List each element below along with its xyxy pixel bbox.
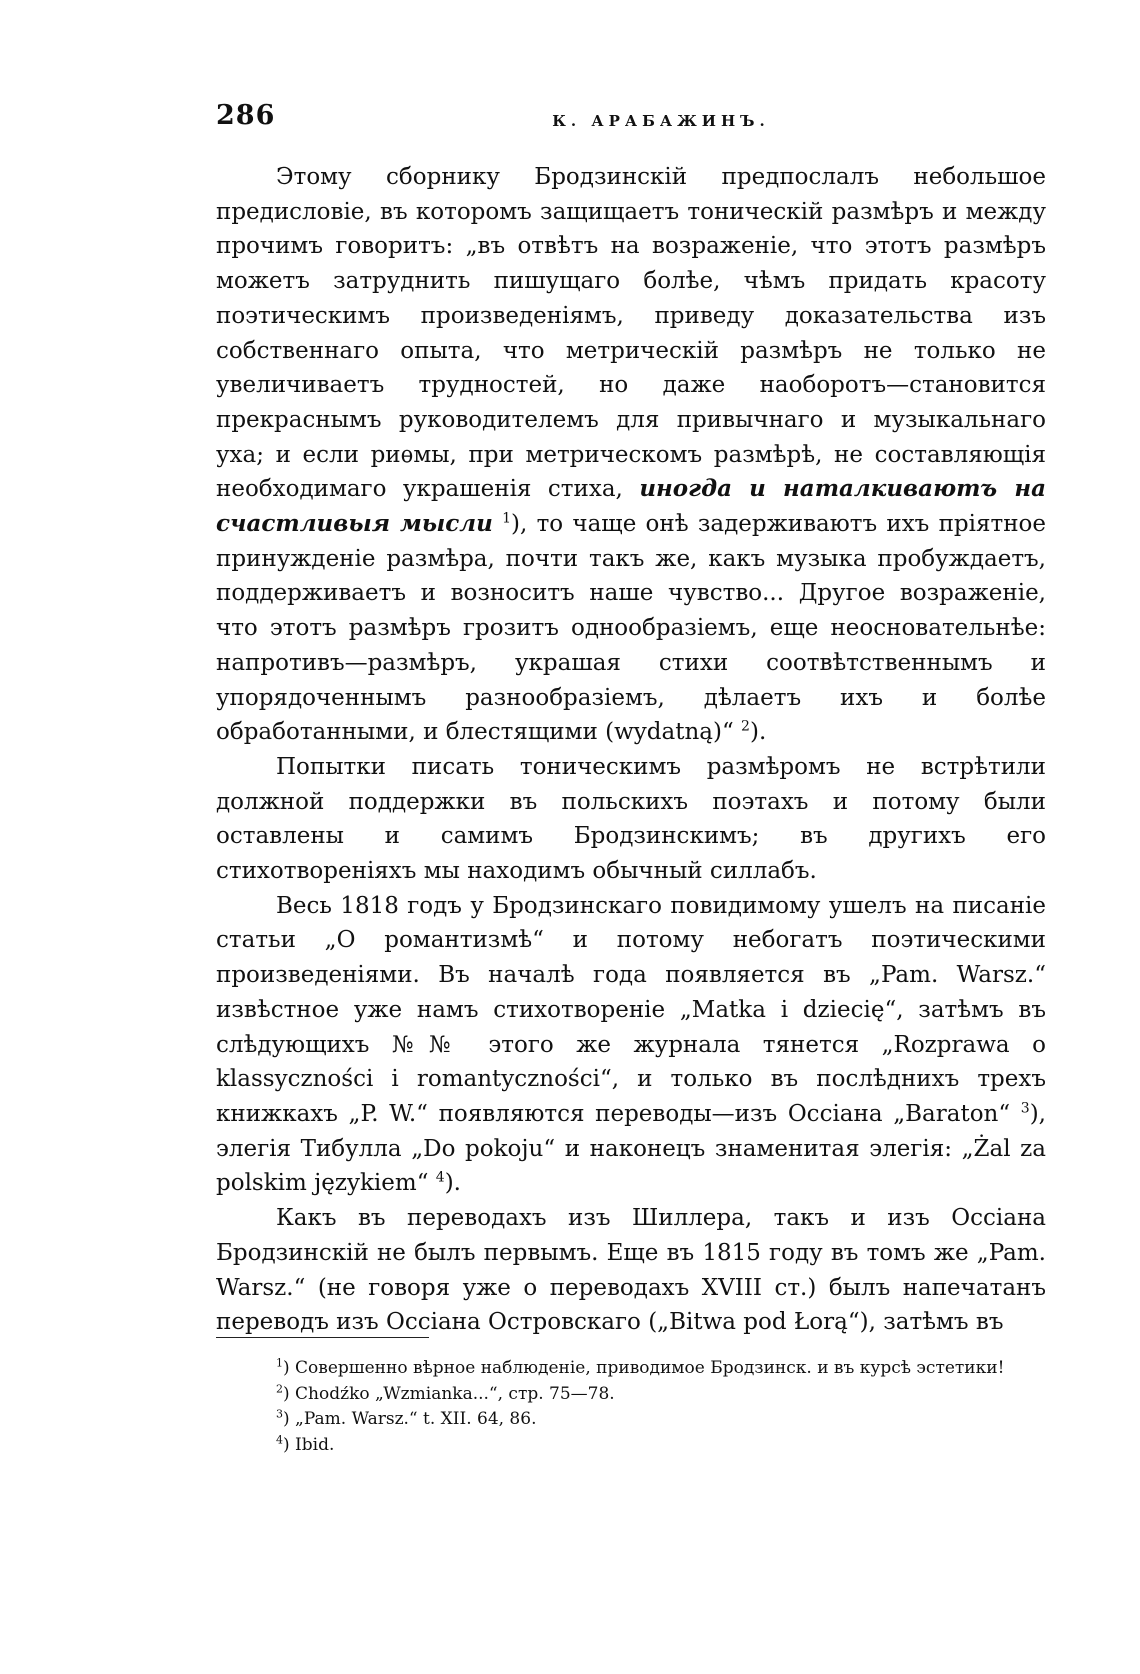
running-head: К. АРАБАЖИНЪ.	[552, 112, 770, 130]
footnote-ref: 1	[502, 510, 512, 527]
footnote-mark: 3	[276, 1407, 283, 1421]
footnote-1	[216, 1356, 1046, 1382]
footnote-mark: 4	[276, 1432, 283, 1446]
footnote-3	[216, 1407, 1046, 1433]
paragraph-text: Этому сборнику Бродзинскій предпослалъ небольшое предисловіе, въ которомъ защищаетъ тоническій размѣръ и между прочимъ говоритъ: „въ отвѣтъ на возраженіе, что этотъ размѣръ можетъ затруднить пишущаго болѣе, чѣмъ придать красоту поэтическимъ произведеніямъ, приведу доказательства изъ собственнаго опыта, что метрическій размѣръ не только не увеличиваетъ трудностей, но даже наоборотъ—становится прекраснымъ руководителемъ для привычнаго и музыкальнаго уха; и если риѳмы, при метрическомъ размѣрѣ, не составляющія необходимаго украшенія стиха,	[216, 164, 1046, 503]
footnote-ref: 2	[741, 718, 750, 735]
footnote-4	[216, 1433, 1046, 1459]
footnote-text: ) Совершенно вѣрное наблюденіе, приводимое Бродзинск. и въ курсѣ эстетики!	[283, 1358, 1005, 1378]
paragraph-3	[216, 889, 1046, 1201]
page-header	[216, 100, 1046, 140]
italic-quote: иногда и наталкиваютъ на счастливыя мысли	[216, 475, 1046, 538]
main-text	[216, 160, 1046, 1340]
footnote-text: ) Chodźko „Wzmianka...“, стр. 75—78.	[283, 1383, 615, 1404]
paragraph-text: ).	[444, 1170, 461, 1197]
paragraph-text: ), то чаще онѣ задерживаютъ ихъ пріятное принужденіе размѣра, почти такъ же, какъ музыка пробуждаетъ, поддерживаетъ и возноситъ наше чувство... Другое возраженіе, что этотъ размѣръ грозитъ однообразіемъ, еще неосновательнѣе: напротивъ—размѣръ, украшая стихи соотвѣтственнымъ и упорядоченнымъ разнообразіемъ, дѣлаетъ ихъ и болѣе обработанными, и блестящими (wydatną)“	[216, 511, 1046, 746]
footnote-2	[216, 1382, 1046, 1408]
footnote-text: ) Ibid.	[283, 1434, 335, 1455]
paragraph-text: Весь 1818 годъ у Бродзинскаго повидимому ушелъ на писаніе статьи „О романтизмѣ“ и потому небогатъ поэтическими произведеніями. Въ началѣ года появляется въ „Pam. Warsz.“ извѣстное уже намъ стихотвореніе „Matka i dziecię“, затѣмъ въ слѣдующихъ №№ этого же журнала тянется „Rozprawa o klassyczności i romantyczności“, и только въ послѣднихъ трехъ книжкахъ „P. W.“ появляются переводы—изъ Оссіана „Baraton“	[216, 892, 1046, 1127]
footnote-mark: 1	[276, 1356, 283, 1370]
footnote-text: ) „Pam. Warsz.“ t. XII. 64, 86.	[283, 1409, 537, 1429]
paragraph-2: Попытки писать тоническимъ размѣромъ не встрѣтили должной поддержки въ польскихъ поэтахъ и потому были оставлены и самимъ Бродзинскимъ; въ другихъ его стихотвореніяхъ мы находимъ обычный силлабъ.	[216, 753, 1046, 885]
paragraph-text: ), элегія Тибулла „Do pokoju“ и наконецъ знаменитая элегія: „Żal za polskim językiem“	[216, 1100, 1046, 1197]
footnote-mark: 2	[276, 1381, 283, 1395]
footnote-divider	[216, 1337, 429, 1338]
paragraph-1	[216, 160, 1046, 750]
footnotes	[216, 1356, 1046, 1458]
paragraph-text: ).	[749, 719, 767, 746]
page-number: 286	[216, 100, 276, 131]
footnote-ref: 4	[435, 1169, 445, 1186]
paragraph-4: Какъ въ переводахъ изъ Шиллера, такъ и изъ Оссіана Бродзинскій не былъ первымъ. Еще въ 1815 году въ томъ же „Pam. Warsz.“ (не говоря уже о переводахъ XVIII ст.) былъ напечатанъ переводъ изъ Оссіана Островскаго („Bitwa pod Łorą“), затѣмъ въ	[216, 1205, 1046, 1336]
footnote-ref: 3	[1020, 1100, 1030, 1117]
